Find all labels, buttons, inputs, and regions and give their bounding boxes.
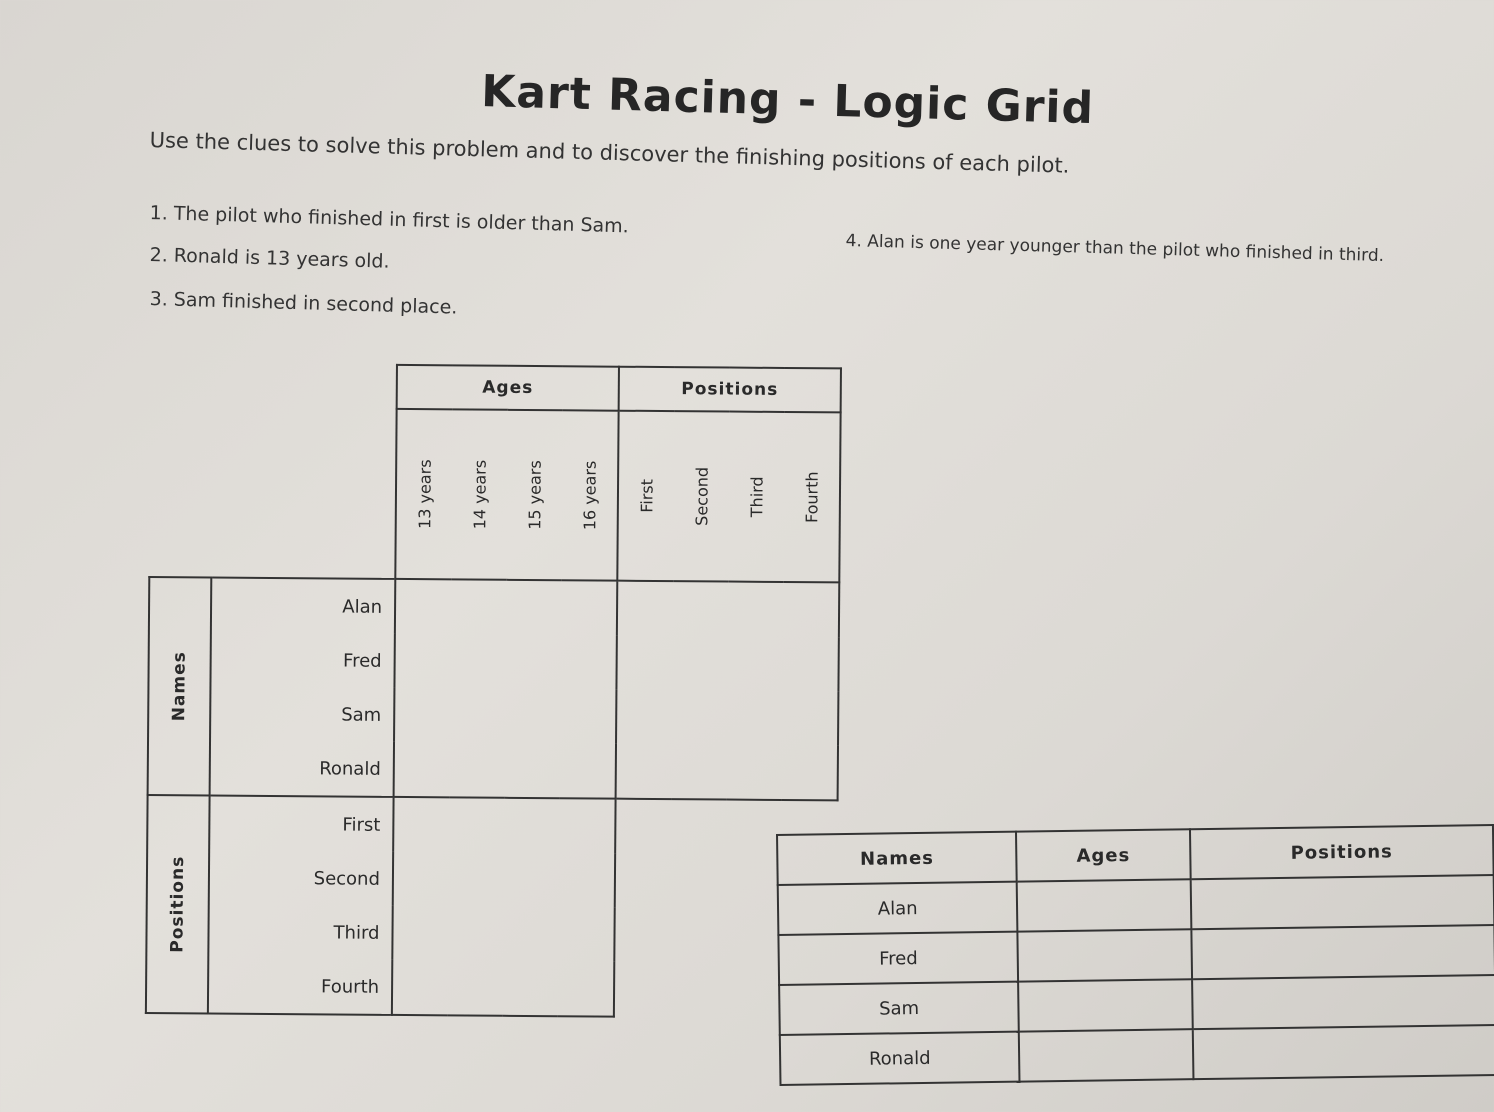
positions-ages-cells[interactable]: [392, 797, 616, 1017]
answer-position-cell[interactable]: [1190, 875, 1494, 929]
pos-col-fourth: Fourth: [783, 412, 840, 582]
answer-name-alan: Alan: [778, 882, 1018, 935]
answer-age-cell[interactable]: [1019, 1029, 1193, 1081]
ages-header: Ages: [397, 365, 619, 411]
names-positions-cells[interactable]: [616, 581, 840, 801]
row-label-alan: Alan: [211, 577, 395, 633]
answer-table: [776, 824, 1494, 1086]
page-title: Kart Racing - Logic Grid: [480, 66, 1095, 135]
age-col-14: 14 years: [451, 409, 507, 579]
answer-name-sam: Sam: [779, 982, 1019, 1035]
answer-age-cell[interactable]: [1018, 929, 1192, 981]
row-label-first: First: [209, 795, 393, 851]
answer-position-cell[interactable]: [1192, 975, 1494, 1029]
answer-position-cell[interactable]: [1193, 1025, 1494, 1079]
clue-3: 3. Sam finished in second place.: [149, 288, 458, 319]
pos-col-third: Third: [728, 412, 784, 582]
age-col-13: 13 years: [395, 409, 452, 579]
names-ages-cells[interactable]: [394, 579, 618, 799]
clue-4: 4. Alan is one year younger than the pilot who finished in third.: [845, 230, 1385, 267]
clue-2: 2. Ronald is 13 years old.: [149, 244, 390, 273]
answer-position-cell[interactable]: [1191, 925, 1494, 979]
answer-header-ages: Ages: [1016, 829, 1190, 881]
clue-1: 1. The pilot who finished in first is older than Sam.: [149, 202, 630, 238]
pos-col-first: First: [617, 411, 674, 581]
logic-grid: [145, 362, 842, 1019]
row-label-sam: Sam: [210, 686, 394, 741]
answer-header-positions: Positions: [1190, 825, 1494, 879]
answer-age-cell[interactable]: [1018, 979, 1192, 1031]
age-col-16: 16 years: [561, 410, 618, 580]
age-col-15: 15 years: [506, 410, 562, 580]
positions-row-group: Positions: [146, 795, 210, 1013]
pos-col-second: Second: [673, 411, 729, 581]
instructions: Use the clues to solve this problem and to discover the finishing positions of each pilot.: [149, 128, 1070, 178]
row-label-ronald: Ronald: [210, 740, 394, 796]
row-label-second: Second: [209, 850, 393, 905]
row-label-fourth: Fourth: [208, 958, 392, 1014]
answer-name-ronald: Ronald: [780, 1032, 1020, 1085]
positions-header: Positions: [619, 367, 841, 413]
answer-age-cell[interactable]: [1017, 879, 1191, 931]
row-label-fred: Fred: [210, 632, 394, 687]
answer-name-fred: Fred: [778, 932, 1018, 985]
row-label-third: Third: [208, 904, 392, 959]
names-row-group: Names: [148, 577, 212, 795]
answer-header-names: Names: [777, 832, 1017, 885]
